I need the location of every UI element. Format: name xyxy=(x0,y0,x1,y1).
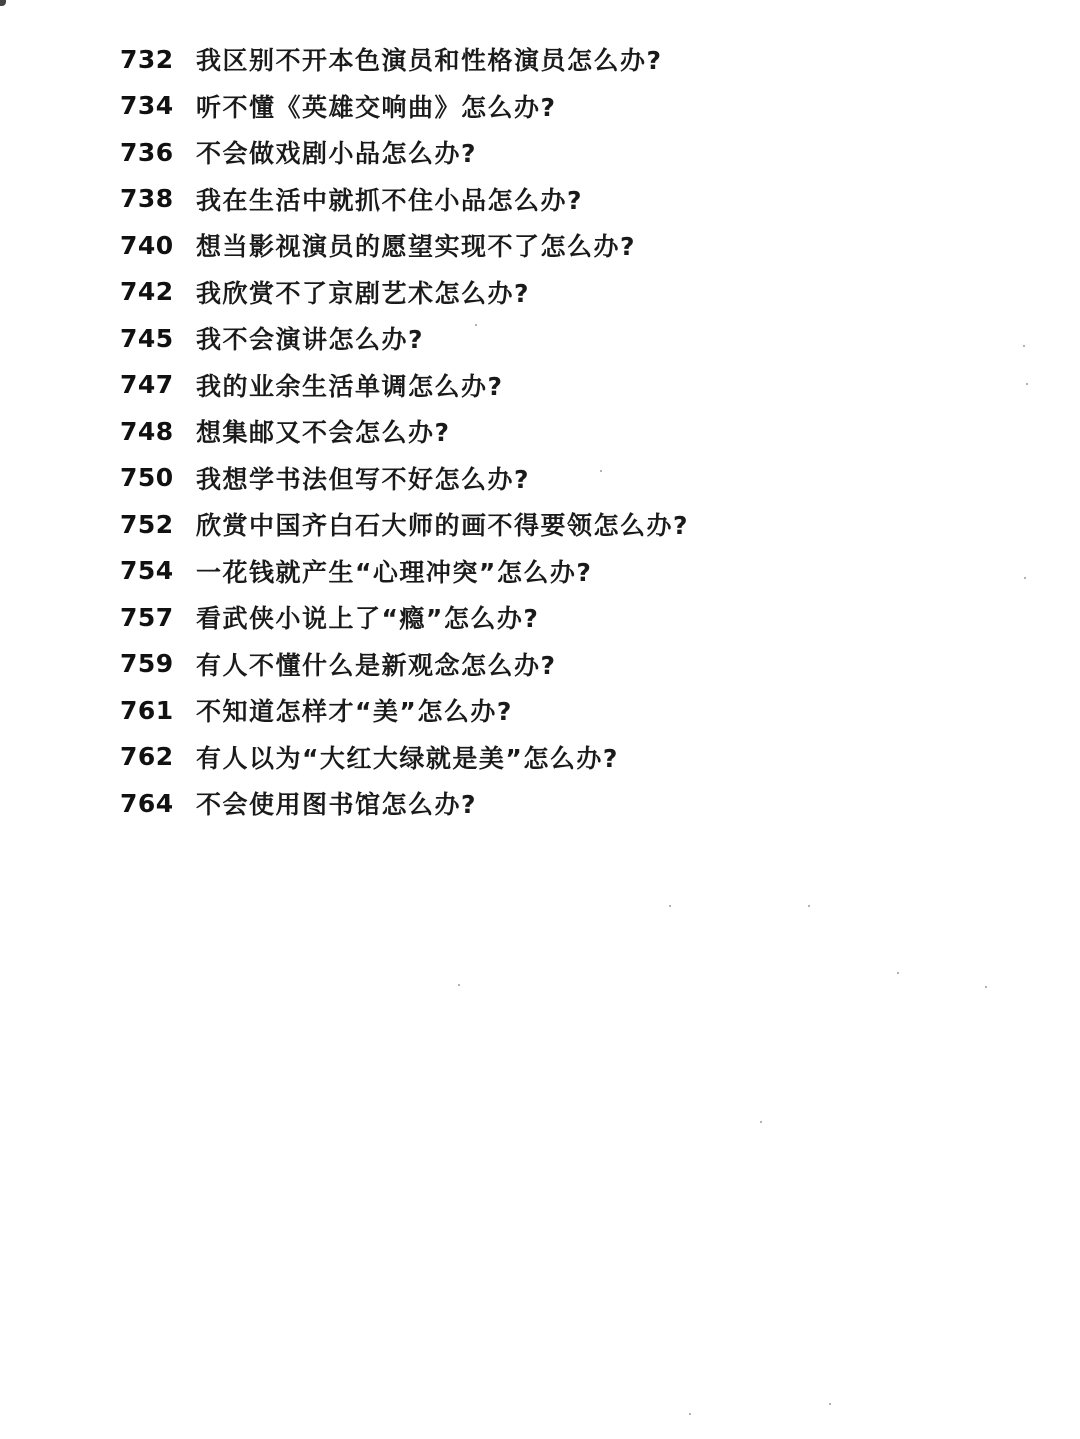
entry-title: 不会做戏剧小品怎么办? xyxy=(196,139,478,169)
scan-speck xyxy=(897,972,899,974)
toc-entry xyxy=(120,269,840,316)
toc-entry xyxy=(120,129,840,176)
entry-title: 我不会演讲怎么办? xyxy=(196,325,425,355)
toc-entry xyxy=(120,36,840,83)
table-of-contents xyxy=(120,36,840,827)
toc-entry xyxy=(120,176,840,223)
entry-title: 欣赏中国齐白石大师的画不得要领怎么办? xyxy=(196,511,690,541)
scan-speck xyxy=(600,470,602,472)
scan-speck xyxy=(689,1413,691,1415)
scan-speck xyxy=(669,905,671,907)
page-number: 747 xyxy=(120,370,174,400)
toc-entry xyxy=(120,594,840,641)
entry-title: 想集邮又不会怎么办? xyxy=(196,418,451,448)
toc-entry xyxy=(120,83,840,130)
page-number: 738 xyxy=(120,184,174,214)
entry-title: 不知道怎样才“美”怎么办? xyxy=(196,697,513,727)
toc-entry xyxy=(120,315,840,362)
scan-speck xyxy=(1026,383,1028,385)
page-number: 745 xyxy=(120,323,174,353)
toc-entry xyxy=(120,687,840,734)
page-number: 740 xyxy=(120,230,174,260)
page-number: 762 xyxy=(120,742,174,772)
scan-speck xyxy=(985,986,987,988)
page-number: 734 xyxy=(120,91,174,121)
page-number: 748 xyxy=(120,416,174,446)
entry-title: 看武侠小说上了“瘾”怎么办? xyxy=(196,604,540,634)
page-number: 764 xyxy=(120,788,174,818)
toc-entry xyxy=(120,362,840,409)
toc-entry xyxy=(120,734,840,781)
scan-speck xyxy=(1023,345,1025,347)
scan-speck xyxy=(760,1121,762,1123)
entry-title: 听不懂《英雄交响曲》怎么办? xyxy=(196,92,557,122)
toc-entry xyxy=(120,222,840,269)
scan-speck xyxy=(1024,577,1026,579)
entry-title: 不会使用图书馆怎么办? xyxy=(196,790,478,820)
page-number: 732 xyxy=(120,44,174,74)
entry-title: 我的业余生活单调怎么办? xyxy=(196,371,504,401)
entry-title: 我在生活中就抓不住小品怎么办? xyxy=(196,185,584,215)
entry-title: 我区别不开本色演员和性格演员怎么办? xyxy=(196,46,663,76)
page-number: 759 xyxy=(120,649,174,679)
scan-speck xyxy=(829,1403,831,1405)
scan-speck xyxy=(475,324,477,326)
page-number: 750 xyxy=(120,463,174,493)
entry-title: 有人以为“大红大绿就是美”怎么办? xyxy=(196,743,619,773)
page-number: 761 xyxy=(120,695,174,725)
toc-entry xyxy=(120,501,840,548)
scan-corner-mark xyxy=(0,0,6,6)
toc-entry xyxy=(120,455,840,502)
entry-title: 我欣赏不了京剧艺术怎么办? xyxy=(196,278,531,308)
entry-title: 一花钱就产生“心理冲突”怎么办? xyxy=(196,557,593,587)
entry-title: 想当影视演员的愿望实现不了怎么办? xyxy=(196,232,637,262)
entry-title: 有人不懂什么是新观念怎么办? xyxy=(196,650,557,680)
page-number: 736 xyxy=(120,137,174,167)
toc-entry xyxy=(120,408,840,455)
page-number: 752 xyxy=(120,509,174,539)
toc-entry xyxy=(120,641,840,688)
scan-speck xyxy=(808,905,810,907)
scan-speck xyxy=(458,984,460,986)
toc-entry xyxy=(120,548,840,595)
entry-title: 我想学书法但写不好怎么办? xyxy=(196,464,531,494)
page-number: 742 xyxy=(120,277,174,307)
toc-entry xyxy=(120,780,840,827)
page-number: 757 xyxy=(120,602,174,632)
page-number: 754 xyxy=(120,556,174,586)
